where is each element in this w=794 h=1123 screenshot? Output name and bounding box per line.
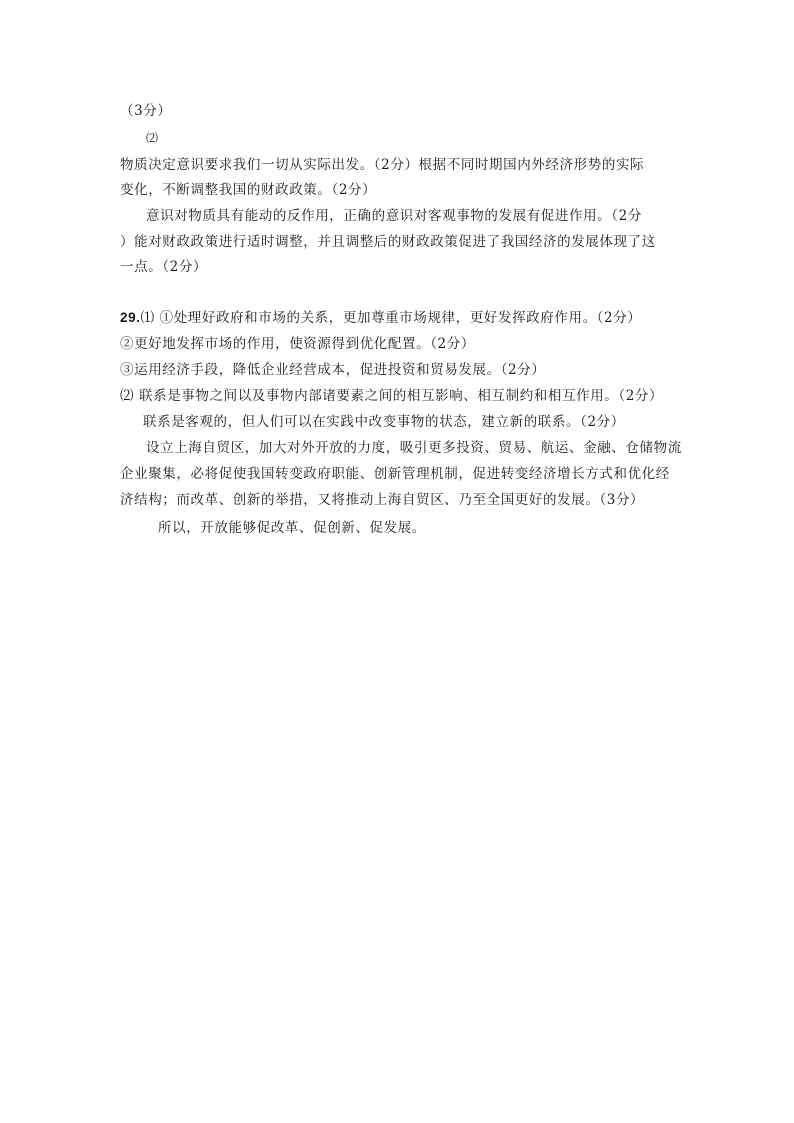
answer-line: 济结构；而改革、创新的举措，又将推动上海自贸区、乃至全国更好的发展。（3分）: [120, 492, 645, 508]
answer-line: 联系是客观的，但人们可以在实践中改变事物的状态，建立新的联系。（2分）: [143, 414, 625, 430]
answer-line: 企业聚集，必将促使我国转变政府职能、创新管理机制，促进转变经济增长方式和优化经: [120, 466, 670, 482]
answer-text: ⑴ ①处理好政府和市场的关系，更加尊重市场规律，更好发挥政府作用。（2分）: [140, 310, 642, 326]
answer-line: 物质决定意识要求我们一切从实际出发。（2分）根据不同时期国内外经济形势的实际: [120, 157, 645, 173]
answer-line: 一点。（2分）: [120, 259, 208, 275]
answer-line: 意识对物质具有能动的反作用，正确的意识对客观事物的发展有促进作用。（2分: [146, 208, 642, 224]
answer-line: 设立上海自贸区，加大对外开放的力度，吸引更多投资、贸易、航运、金融、仓储物流: [146, 440, 682, 456]
sub-question-marker: ⑵: [146, 131, 159, 145]
answer-line: ）能对财政政策进行适时调整，并且调整后的财政政策促进了我国经济的发展体现了这: [120, 234, 656, 250]
answer-line: ③运用经济手段，降低企业经营成本，促进投资和贸易发展。（2分）: [120, 362, 546, 378]
answer-line: 变化，不断调整我国的财政政策。（2分）: [120, 182, 377, 198]
question-number: 29.: [120, 310, 141, 325]
question-29-first-line: [120, 309, 641, 327]
answer-line: ②更好地发挥市场的作用，使资源得到优化配置。（2分）: [120, 336, 475, 352]
score-line: （3分）: [120, 103, 172, 119]
answer-line: ⑵ 联系是事物之间以及事物内部诸要素之间的相互影响、相互制约和相互作用。（2分）: [120, 388, 664, 404]
answer-line: 所以，开放能够促改革、促创新、促发展。: [158, 520, 426, 536]
